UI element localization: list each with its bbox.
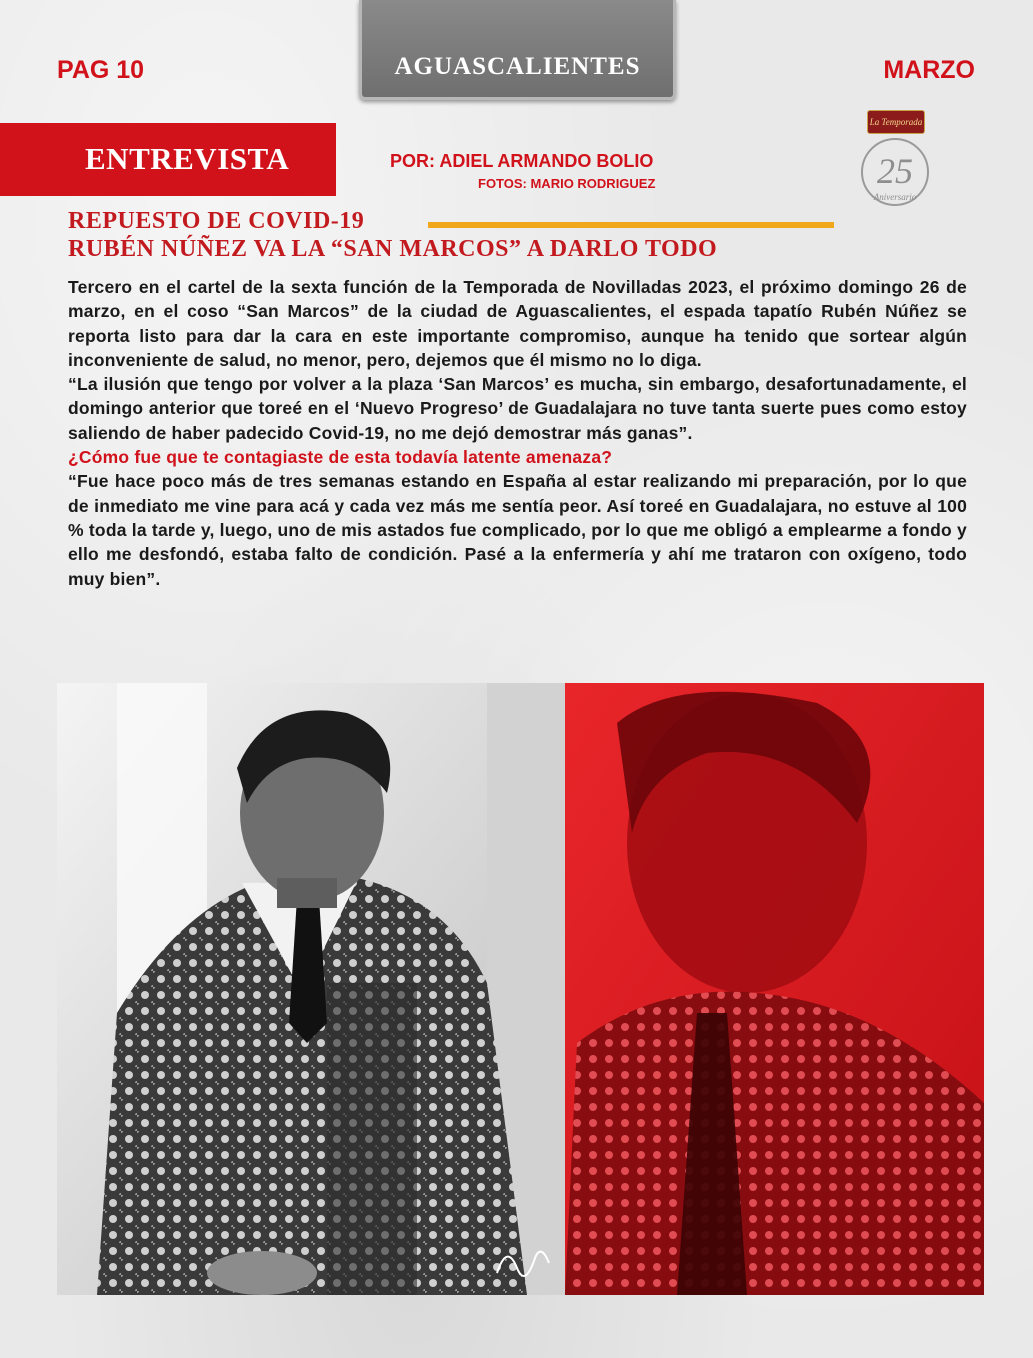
paragraph-answer: “Fue hace poco más de tres semanas estando en España al estar realizando mi preparación, por lo que de inmediato me vine para acá y cada vez más me sentía peor. Así toreé en Guadalajara, no estuve al 100 % toda la tarde y, luego, uno de mis astados fue complicado, por lo que me obligó a emplearme a fondo y ello me desfondó, estaba falto de condición. Pasé a la enfermería y ahí me trataron con oxígeno, todo muy bien”.: [68, 471, 967, 589]
section-banner: [0, 123, 336, 196]
headline-line-2: RUBÉN NÚÑEZ VA LA “SAN MARCOS” A DARLO TODO: [68, 236, 718, 262]
logo-caption: Aniversario: [873, 192, 917, 202]
page-number: PAG 10: [57, 56, 145, 84]
region-label: AGUASCALIENTES: [394, 53, 641, 80]
interview-question: ¿Cómo fue que te contagiaste de esta todavía latente amenaza?: [68, 447, 613, 468]
headline-rule: [428, 222, 834, 228]
photo-credit: FOTOS: MARIO RODRIGUEZ: [478, 176, 656, 191]
anniversary-logo: [857, 110, 937, 210]
author-credit: POR: ADIEL ARMANDO BOLIO: [390, 151, 654, 171]
section-label: ENTREVISTA: [85, 141, 290, 176]
article-body: [68, 275, 967, 591]
paragraph-quote: “La ilusión que tengo por volver a la plaza ‘San Marcos’ es mucha, sin embargo, desafortunadamente, el domingo anterior que toreé en el ‘Nuevo Progreso’ de Guadalajara no tuve tanta suerte pues como estoy saliendo de haber padecido Covid-19, no me dejó demostrar más ganas”.: [68, 374, 967, 443]
feature-photo: [57, 683, 984, 1295]
issue-month: MARZO: [883, 56, 975, 84]
paragraph-intro: Tercero en el cartel de la sexta función de la Temporada de Novilladas 2023, el próximo domingo 26 de marzo, en el coso “San Marcos” de la ciudad de Aguascalientes, el espada tapatío Rubén Núñez se reporta listo para dar la cara en este importante compromiso, aunque ha tenido que sortear algún inconveniente de salud, no menor, pero, dejemos que él mismo no lo diga.: [68, 277, 967, 370]
logo-number: 25: [877, 151, 913, 191]
logo-badge: La Temporada: [867, 110, 925, 134]
headline-line-1: REPUESTO DE COVID-19: [68, 208, 365, 234]
region-tab: [359, 0, 676, 100]
matador-photo-illustration: [57, 683, 984, 1295]
